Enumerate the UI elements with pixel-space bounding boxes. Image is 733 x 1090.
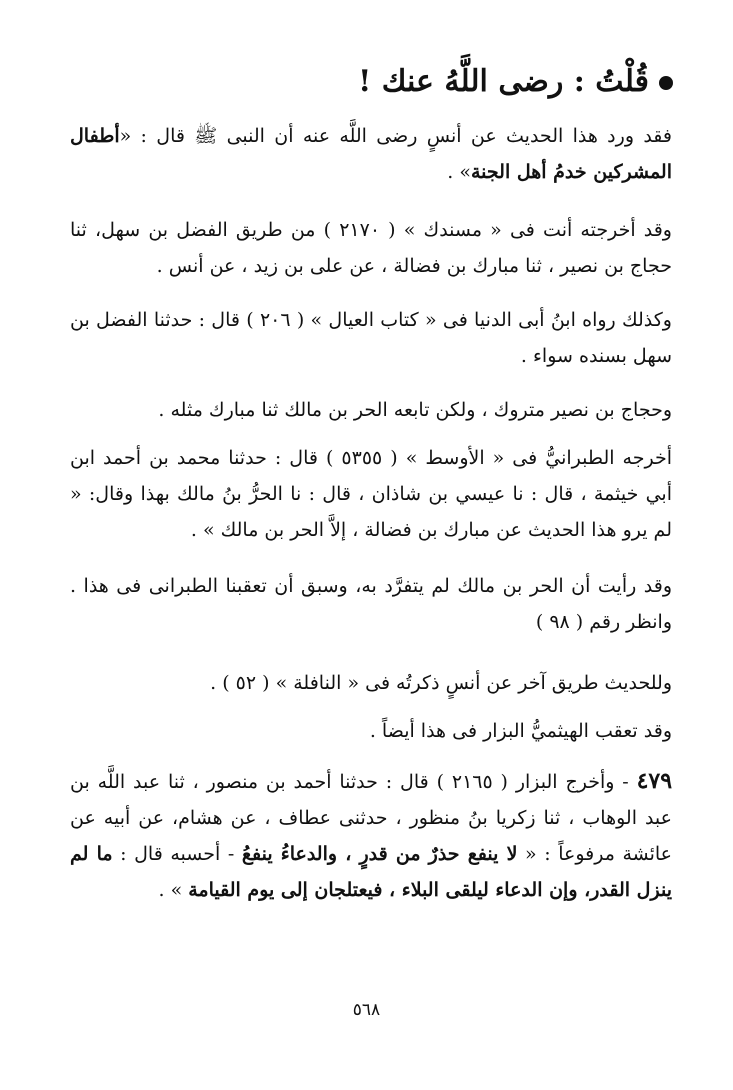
- paragraph-5-text: أخرجه الطبرانيُّ فى « الأوسط » ( ٥٣٥٥ ) قال : حدثنا محمد بن أحمد ابن أبي خيثمة ، قال : نا عيسي بن شاذان ، قال : نا الحرُّ بنُ مالك بهذا وقال: « لم يرو هذا الحديث عن مبارك بن فضالة ، إلاَّ الحر بن مالك » .: [70, 447, 672, 541]
- paragraph-1-hadith-text: أطفال المشركين خدمُ أهل الجنة: [70, 125, 672, 183]
- paragraph-3-text: وكذلك رواه ابنُ أبى الدنيا فى « كتاب العيال » ( ٢٠٦ ) قال : حدثنا الفضل بن سهل بسنده سواء .: [70, 309, 672, 367]
- hadith-closing: » .: [158, 879, 189, 901]
- paragraph-4: [70, 392, 672, 428]
- paragraph-8: [70, 713, 672, 749]
- hadith-middle: - أحسبه قال :: [112, 843, 242, 865]
- paragraph-3: [70, 302, 672, 374]
- paragraph-7: [70, 665, 672, 701]
- paragraph-8-text: وقد تعقب الهيثميُّ البزار فى هذا أيضاً .: [369, 720, 672, 742]
- paragraph-1-closing: » .: [447, 161, 471, 183]
- page-number: ٥٦٨: [352, 1000, 381, 1020]
- paragraph-1-text: فقد ورد هذا الحديث عن أنسٍ رضى اللَّه عنه أن النبى ﷺ قال : «: [119, 125, 672, 147]
- paragraph-2-text: وقد أخرجته أنت فى « مسندك » ( ٢١٧٠ ) من طريق الفضل بن سهل، ثنا حجاج بن نصير ، ثنا مبارك بن فضالة ، عن على بن زيد ، عن أنس .: [70, 219, 672, 277]
- paragraph-5: [70, 440, 672, 548]
- paragraph-2: [70, 212, 672, 284]
- heading-text: قُلْتُ : رضى اللَّهُ عنك !: [358, 64, 649, 99]
- paragraph-7-text: وللحديث طريق آخر عن أنسٍ ذكرتُه فى « النافلة » ( ٥٢ ) .: [210, 672, 672, 694]
- section-heading: [53, 60, 673, 104]
- paragraph-6: [70, 568, 672, 640]
- paragraph-6-text: وقد رأيت أن الحر بن مالك لم يتفرَّد به، وسبق أن تعقبنا الطبرانى فى هذا . وانظر رقم ( ٩٨ ): [70, 575, 672, 633]
- hadith-number: ٤٧٩: [636, 768, 673, 794]
- hadith-text-part-1: لا ينفع حذرٌ من قدرٍ ، والدعاءُ ينفعُ: [241, 843, 518, 865]
- bullet-icon: [659, 76, 673, 90]
- hadith-text-part-2: ما لم ينزل القدر، وإن الدعاء ليلقى البلاء ، فيعتلجان إلى يوم القيامة: [70, 843, 672, 901]
- paragraph-4-text: وحجاج بن نصير متروك ، ولكن تابعه الحر بن مالك ثنا مبارك مثله .: [158, 399, 672, 421]
- hadith-479: [70, 763, 672, 908]
- hadith-intro: - وأخرج البزار ( ٢١٦٥ ) قال : حدثنا أحمد بن منصور ، ثنا عبد اللَّه بن عبد الوهاب ، ثنا زكريا بنُ منظور ، حدثنى عطاف ، عن هشام، عن أبيه عن عائشة مرفوعاً : «: [70, 771, 673, 865]
- paragraph-1: [70, 118, 672, 190]
